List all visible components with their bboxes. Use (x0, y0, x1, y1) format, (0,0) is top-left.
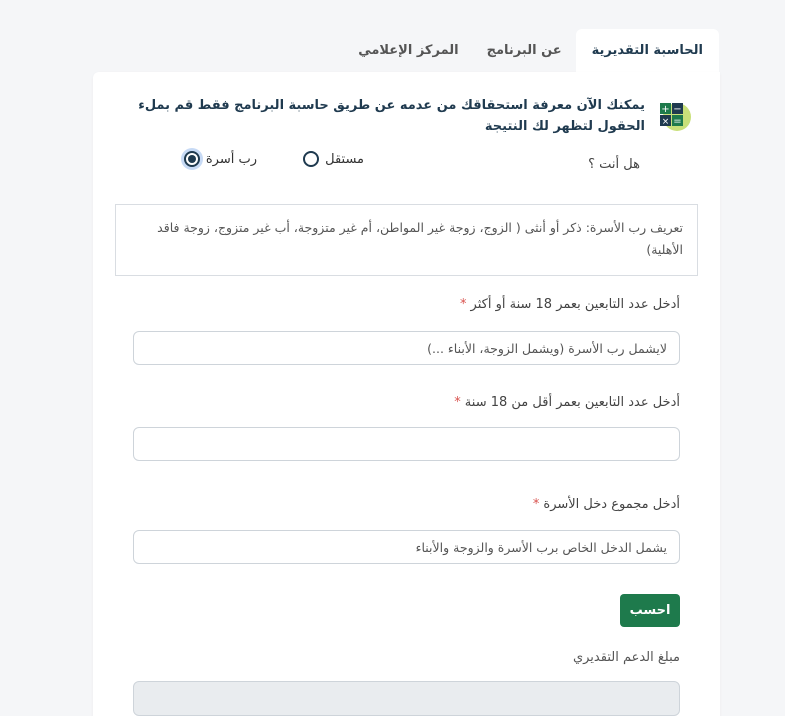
svg-text:−: − (673, 104, 682, 115)
required-mark: * (454, 395, 461, 410)
svg-text:=: = (673, 116, 682, 127)
applicant-type-label: هل أنت ؟ (588, 157, 640, 172)
minor-dependents-label (454, 395, 680, 410)
adult-dependents-input[interactable]: لايشمل رب الأسرة (ويشمل الزوجة، الأبناء ...) (133, 331, 680, 365)
tab-calculator[interactable]: الحاسبة التقديرية (576, 29, 719, 72)
family-income-label (533, 497, 680, 512)
radio-head-of-family[interactable] (184, 151, 257, 167)
required-mark: * (460, 297, 467, 312)
intro-text: يمكنك الآن معرفة استحقاقك من عدمه عن طريق حاسبة البرنامج فقط قم بملء الحقول لتظهر لك النتيجة (138, 98, 645, 134)
adult-dependents-label-text: أدخل عدد التابعين بعمر 18 سنة أو أكثر (470, 297, 680, 312)
minor-dependents-label-text: أدخل عدد التابعين بعمر أقل من 18 سنة (464, 395, 680, 410)
svg-text:+: + (661, 104, 670, 115)
tab-media-center[interactable]: المركز الإعلامي (358, 43, 459, 58)
calculator-icon (657, 101, 693, 133)
family-income-label-text: أدخل مجموع دخل الأسرة (543, 497, 680, 512)
radio-independent-label: مستقل (325, 151, 364, 167)
estimated-support-output (133, 681, 680, 716)
adult-dependents-label (460, 297, 680, 312)
svg-text:×: × (661, 117, 670, 127)
radio-independent-circle[interactable] (303, 151, 319, 167)
radio-head-of-family-label: رب أسرة (205, 151, 257, 167)
family-income-input[interactable]: يشمل الدخل الخاص برب الأسرة والزوجة والأبناء (133, 530, 680, 564)
tab-about-program[interactable]: عن البرنامج (486, 43, 562, 58)
tab-bar (344, 29, 719, 72)
required-mark: * (532, 497, 540, 512)
estimated-support-label: مبلغ الدعم التقديري (572, 650, 680, 665)
radio-head-of-family-circle[interactable] (184, 151, 200, 167)
head-of-family-definition: تعريف رب الأسرة: ذكر أو أنثى ( الزوج، زوجة غير المواطن، أم غير متزوجة، أب غير متزوج، زوجة فاقد الأهلية) (115, 204, 698, 276)
calculate-button[interactable]: احسب (620, 594, 680, 627)
minor-dependents-input[interactable] (133, 427, 680, 461)
radio-independent[interactable] (303, 151, 364, 167)
